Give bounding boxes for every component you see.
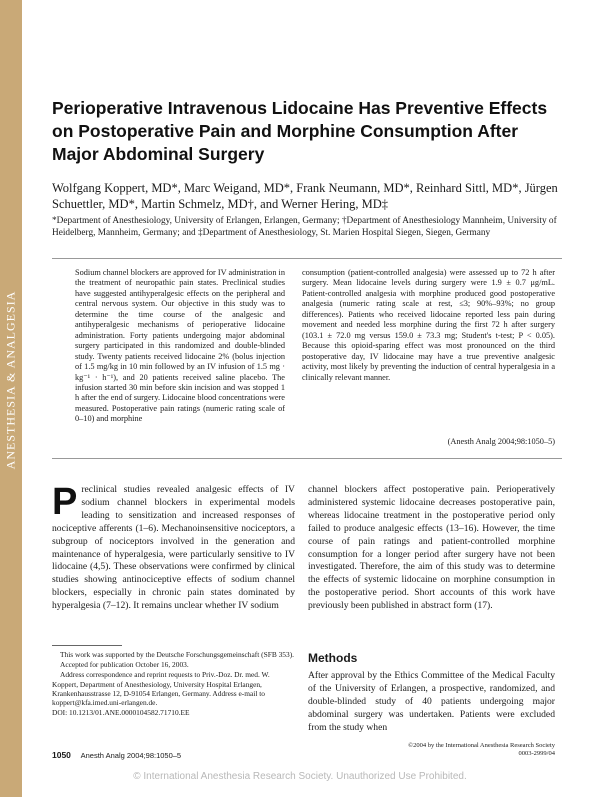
affiliations: *Department of Anesthesiology, University of Erlangen, Erlangen, Germany; †Department of Anesthesiology Mannheim, University of Heidelberg, Mannheim, Germany; and ‡Department of Anesthesiology, St. Marien Hospital Siegen, Siegen, Germany <box>52 216 557 239</box>
footnote-accepted: Accepted for publication October 16, 2003. <box>60 660 189 670</box>
methods-heading: Methods <box>308 651 358 665</box>
intro-right-column: channel blockers affect postoperative pain. Perioperatively administered systemic lidocaine decreases postoperative pain, whereas lidocaine treatment in the postoperative period only failed to produce analgesic effects (13–16). However, the time course of pain ratings and patient-controlled morphine consumption for a longer period after surgery have not been investigated. Therefore, the aim of this study was to determine the effects of systemic lidocaine on morphine consumption in the postoperative period. Short accounts of this work have previously been published in abstract form (17). <box>308 484 555 612</box>
methods-text: After approval by the Ethics Committee of the Medical Faculty of the University of Erlangen, a prospective, randomized, and double-blinded study of 40 patients undergoing major abdominal surgery was undertaken. Patients were excluded from the study when <box>308 670 555 733</box>
footnotes <box>52 650 295 718</box>
journal-sidebar <box>0 0 22 797</box>
footnote-support: This work was supported by the Deutsche Forschungsgemeinschaft (SFB 353). <box>60 650 295 659</box>
abstract-citation: (Anesth Analg 2004;98:1050–5) <box>447 437 555 446</box>
footer-copyright-block <box>380 742 555 758</box>
abstract-right-column: consumption (patient-controlled analgesia) were assessed up to 72 h after surgery. Mean lidocaine levels during surgery were 1.9 ± 0.7 μg/mL. Patient-controlled analgesia with morphine produced good postoperative analgesia (numeric rating scale at rest, ≤3; 90%–93%; no group differences). Patients who received lidocaine reported less pain during movement and needed less morphine during the first 72 h after surgery (103.1 ± 72.0 mg versus 159.0 ± 73.3 mg; Student's t-test; P < 0.05). Because this opioid-sparing effect was most pronounced on the third postoperative day, IV lidocaine may have a true preventive analgesic activity, most likely by preventing the induction of central hyperalgesia in a clinically relevant manner. <box>302 268 555 382</box>
footer-journal-ref: Anesth Analg 2004;98:1050–5 <box>80 751 182 760</box>
footnote-rule <box>52 645 122 646</box>
author-list: Wolfgang Koppert, MD*, Marc Weigand, MD*, Frank Neumann, MD*, Reinhard Sittl, MD*, Jürgen Schuettler, MD*, Martin Schmelz, MD†, and Werner Hering, MD‡ <box>52 181 558 211</box>
article-title: Perioperative Intravenous Lidocaine Has Preventive Effects on Postoperative Pain and Morphine Consumption After Major Abdominal Surgery <box>52 98 548 164</box>
abstract-left-column: Sodium channel blockers are approved for IV administration in the treatment of neuropathic pain states. Preclinical studies have suggested antihyperalgesic effects on the peripheral and central nervous system. Our objective in this study was to determine the time course of the analgesic and antihyperalgesic mechanisms of perioperative lidocaine administration. Forty patients undergoing major abdominal surgery participated in this randomized and double-blinded study. Twenty patients received lidocaine 2% (bolus injection of 1.5 mg/kg in 10 min followed by an IV infusion of 1.5 mg · kg⁻¹ · h⁻¹), and 20 patients received saline placebo. The infusion started 30 min before skin incision and was stopped 1 h after the end of surgery. Lidocaine blood concentrations were measured. Postoperative pain ratings (numeric rating scale of 0–10) and morphine <box>75 268 285 424</box>
watermark: © International Anesthesia Research Society. Unauthorized Use Prohibited. <box>133 771 467 782</box>
intro-left-column <box>52 481 295 613</box>
drop-cap: P <box>52 481 78 523</box>
copyright: ©2004 by the International Anesthesia Research Society <box>408 742 555 749</box>
abstract-top-rule <box>52 258 562 259</box>
page-number: 1050 <box>52 750 71 760</box>
journal-name: ANESTHESIA & ANALGESIA <box>3 290 18 470</box>
abstract-bottom-rule <box>52 458 562 459</box>
issn: 0003-2999/04 <box>518 750 555 757</box>
page-footer <box>52 750 181 760</box>
footnote-address: Address correspondence and reprint requests to Priv.-Doz. Dr. med. W. Koppert, Department of Anesthesiology, University Hospital Erlangen, Krankenhausstrasse 12, D-91054 Erlangen, Germany. Address e-mail to koppert@kfa.imed.uni-erlangen.de. <box>52 670 270 708</box>
footnote-doi: DOI: 10.1213/01.ANE.0000104582.71710.EE <box>52 708 190 718</box>
intro-left-text: reclinical studies revealed analgesic effects of IV sodium channel blockers in experimental models leading to sensitization and increased responses of nociceptive afferents (1–6). Mechanoinsensitive nociceptors, a subgroup of nociceptors involved in the generation and maintenance of hyperalgesia, were particularly sensitive to IV lidocaine (4,5). These observations were confirmed by clinical studies showing antinociceptive effects of sodium channel blockers, especially in chronic pain states dominated by hyperalgesia (7–12). It remains unclear whether IV sodium <box>52 484 295 612</box>
